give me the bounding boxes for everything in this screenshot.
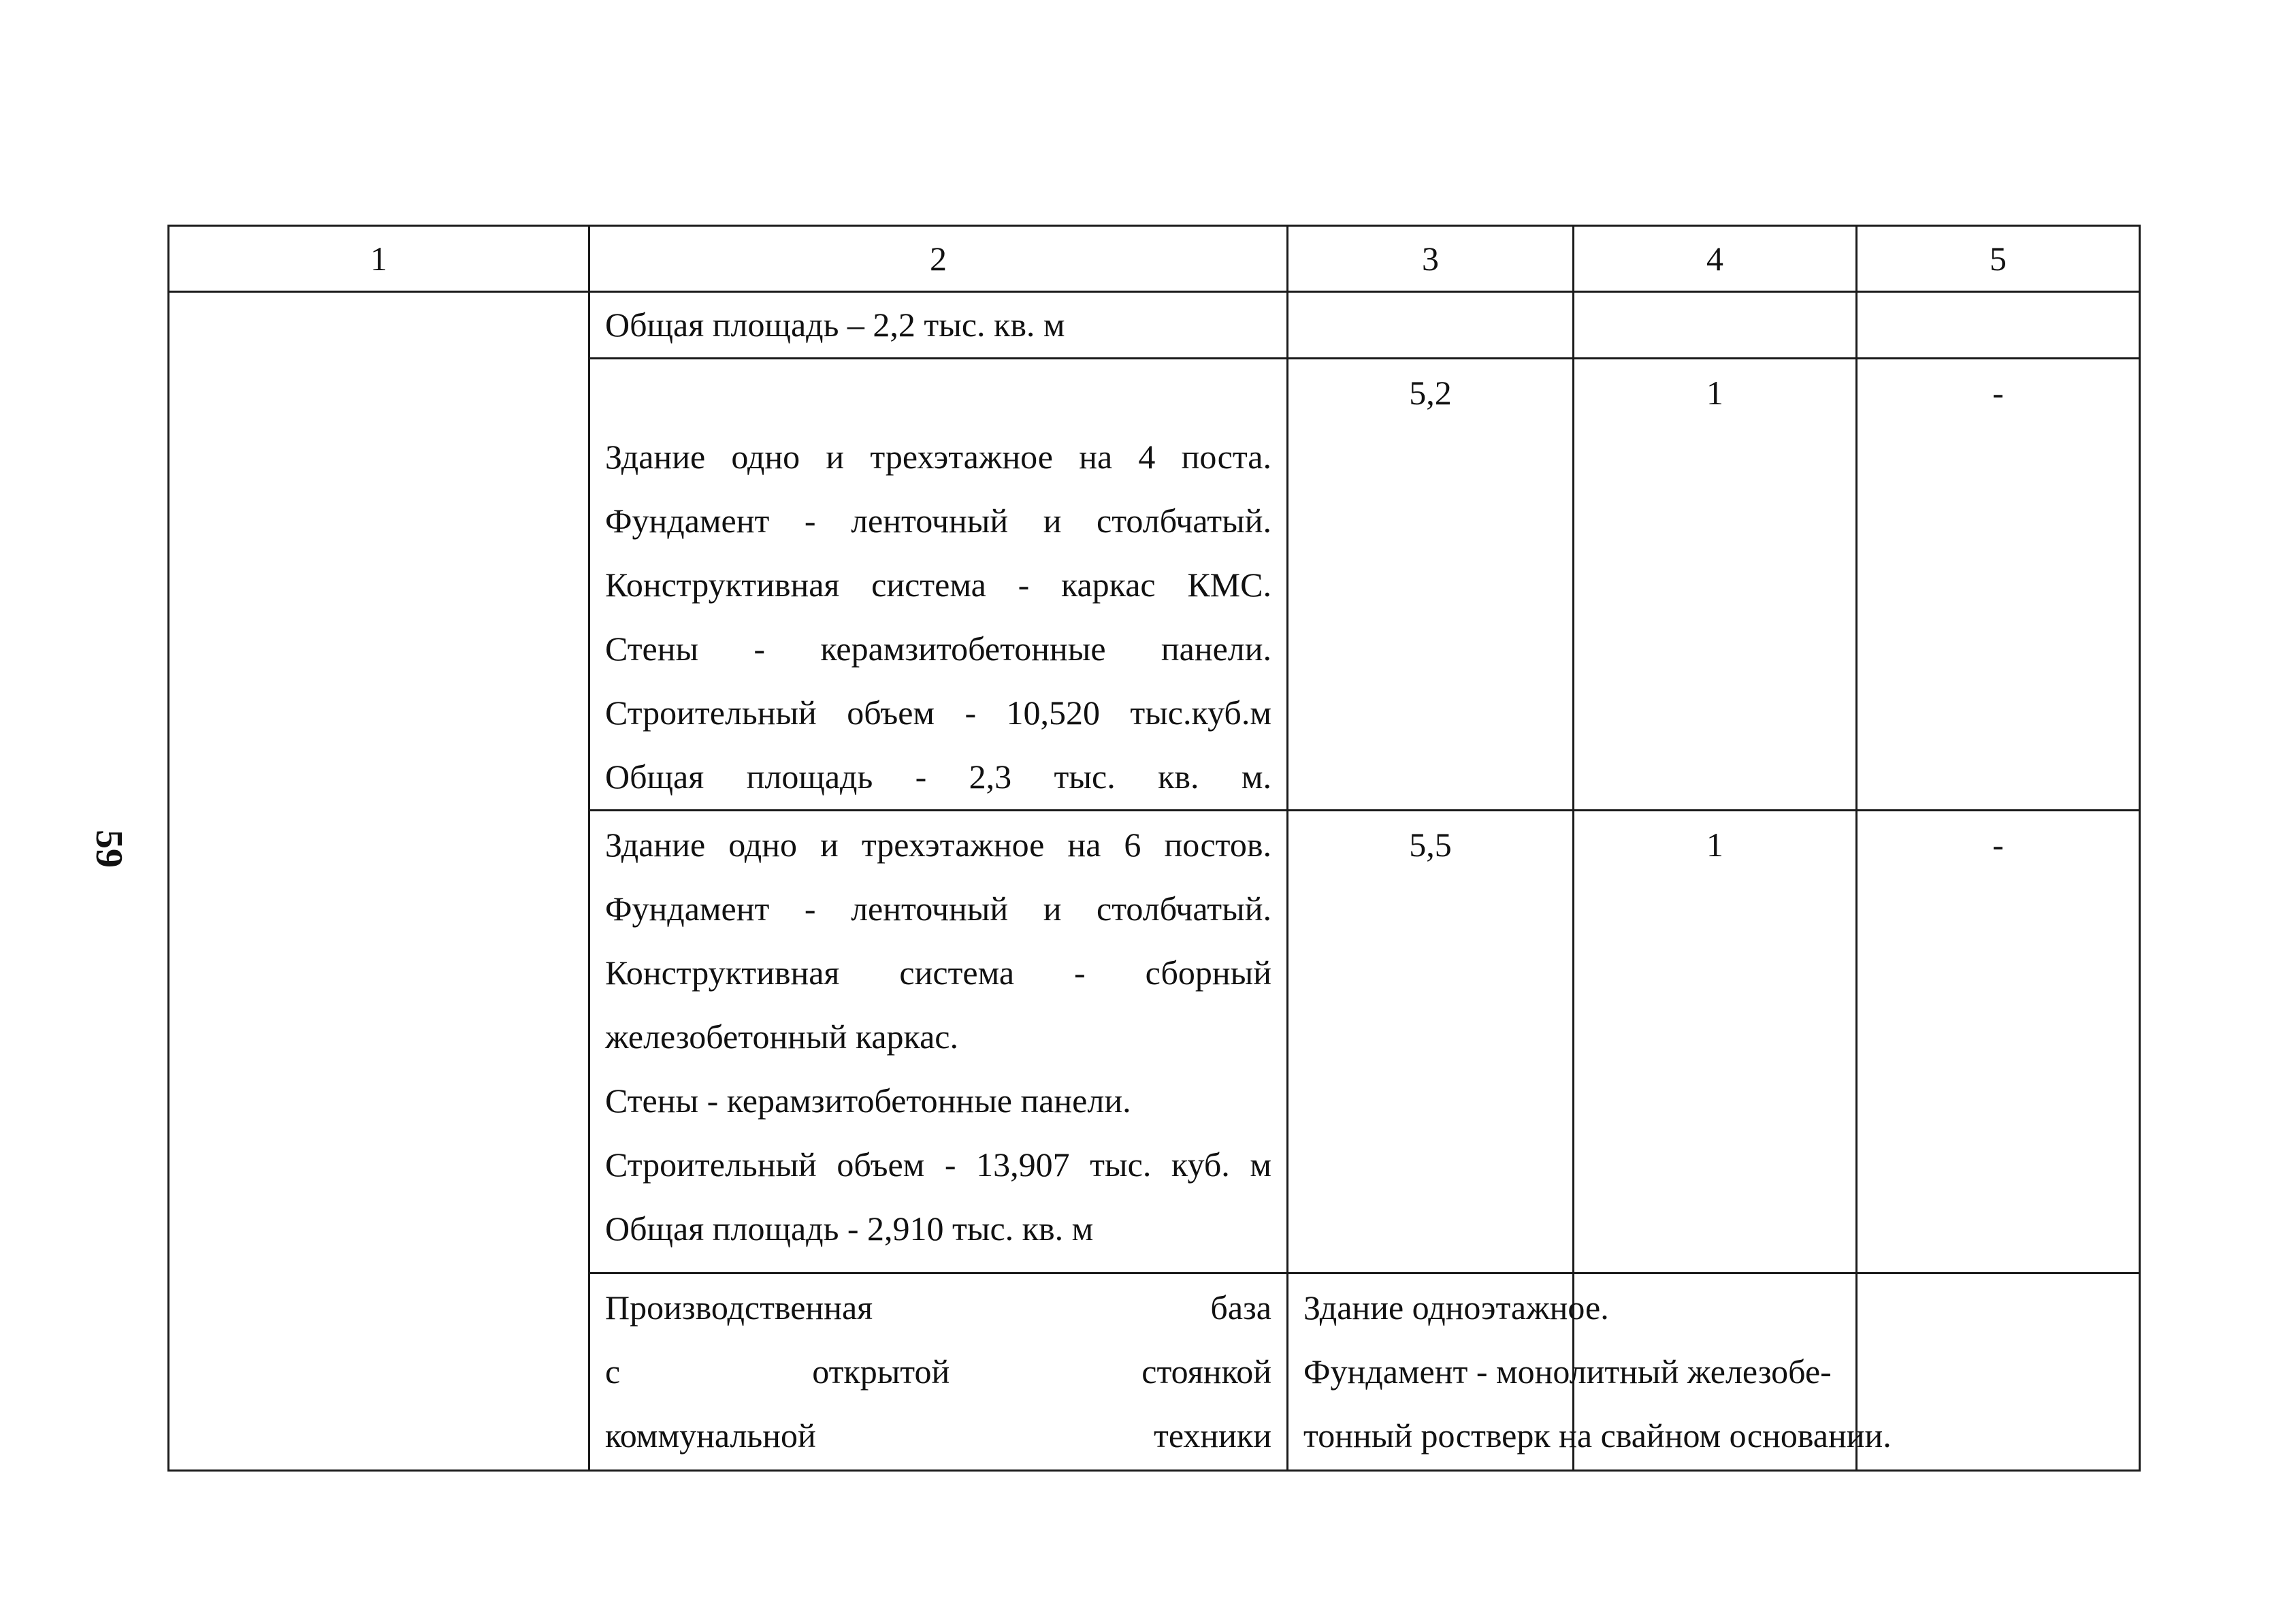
value-cell-4 [1574, 292, 1857, 359]
header-cell-2: 2 [589, 226, 1288, 292]
description-cell [1288, 1273, 1892, 1471]
value-cell-4 [1857, 1273, 2140, 1471]
description-line: Общая площадь - 2,910 тыс. кв. м [605, 1209, 1094, 1248]
value-text: - [1992, 374, 2004, 412]
page-number: 59 [88, 830, 130, 868]
description-line: Стены - керамзитобетонные панели. [605, 630, 1271, 668]
description-line: Здание одноэтажное. [1303, 1288, 1609, 1327]
description-cell [589, 359, 1288, 811]
header-row [169, 226, 2140, 292]
header-cell-1: 1 [169, 226, 589, 292]
description-line: Строительный объем - 10,520 тыс.куб.м [605, 694, 1271, 732]
value-cell-5 [1857, 811, 2140, 1273]
description-line: тонный ростверк на свайном основании. [1303, 1416, 1892, 1455]
description-line: Конструктивная система - каркас КМС. [605, 566, 1271, 604]
value-cell-4 [1574, 811, 1857, 1273]
description-line: Стены - керамзитобетонные панели. [605, 1082, 1131, 1120]
description-cell [589, 811, 1288, 1273]
description-line: Здание одно и трехэтажное на 6 постов. [605, 826, 1271, 864]
value-cell-5 [1857, 359, 2140, 811]
specification-table [167, 225, 2141, 1472]
description-line: Строительный объем - 13,907 тыс. куб. м [605, 1146, 1271, 1184]
value-cell-5 [1857, 292, 2140, 359]
object-name-line: Производственная база [605, 1288, 1271, 1327]
value-cell-3 [1288, 292, 1574, 359]
value-cell-3 [1288, 811, 1574, 1273]
description-line: Конструктивная система - сборный [605, 954, 1271, 992]
description-line: Общая площадь - 2,3 тыс. кв. м. [605, 758, 1271, 796]
value-cell-3 [1288, 359, 1574, 811]
description-line: Общая площадь – 2,2 тыс. кв. м [605, 306, 1065, 344]
object-name-line: коммунальной техники [605, 1416, 1271, 1455]
table-row [169, 292, 2140, 359]
object-name-line: с открытой стоянкой [605, 1352, 1271, 1391]
description-cell [589, 292, 1288, 359]
header-cell-5: 5 [1857, 226, 2140, 292]
description-line: железобетонный каркас. [605, 1018, 958, 1056]
header-cell-4: 4 [1574, 226, 1857, 292]
object-name-cell-empty [169, 292, 589, 1471]
description-line: Фундамент - ленточный и столбчатый. [605, 502, 1271, 540]
value-text: 1 [1706, 374, 1723, 412]
object-name-cell [589, 1273, 1288, 1471]
description-line: Здание одно и трехэтажное на 4 поста. [605, 438, 1271, 476]
value-text: - [1992, 826, 2004, 864]
description-line: Фундамент - монолитный железобе- [1303, 1352, 1832, 1391]
value-text: 1 [1706, 826, 1723, 864]
value-text: 5,2 [1409, 374, 1452, 412]
value-cell-4 [1574, 359, 1857, 811]
header-cell-3: 3 [1288, 226, 1574, 292]
description-line: Фундамент - ленточный и столбчатый. [605, 890, 1271, 928]
value-text: 5,5 [1409, 826, 1452, 864]
